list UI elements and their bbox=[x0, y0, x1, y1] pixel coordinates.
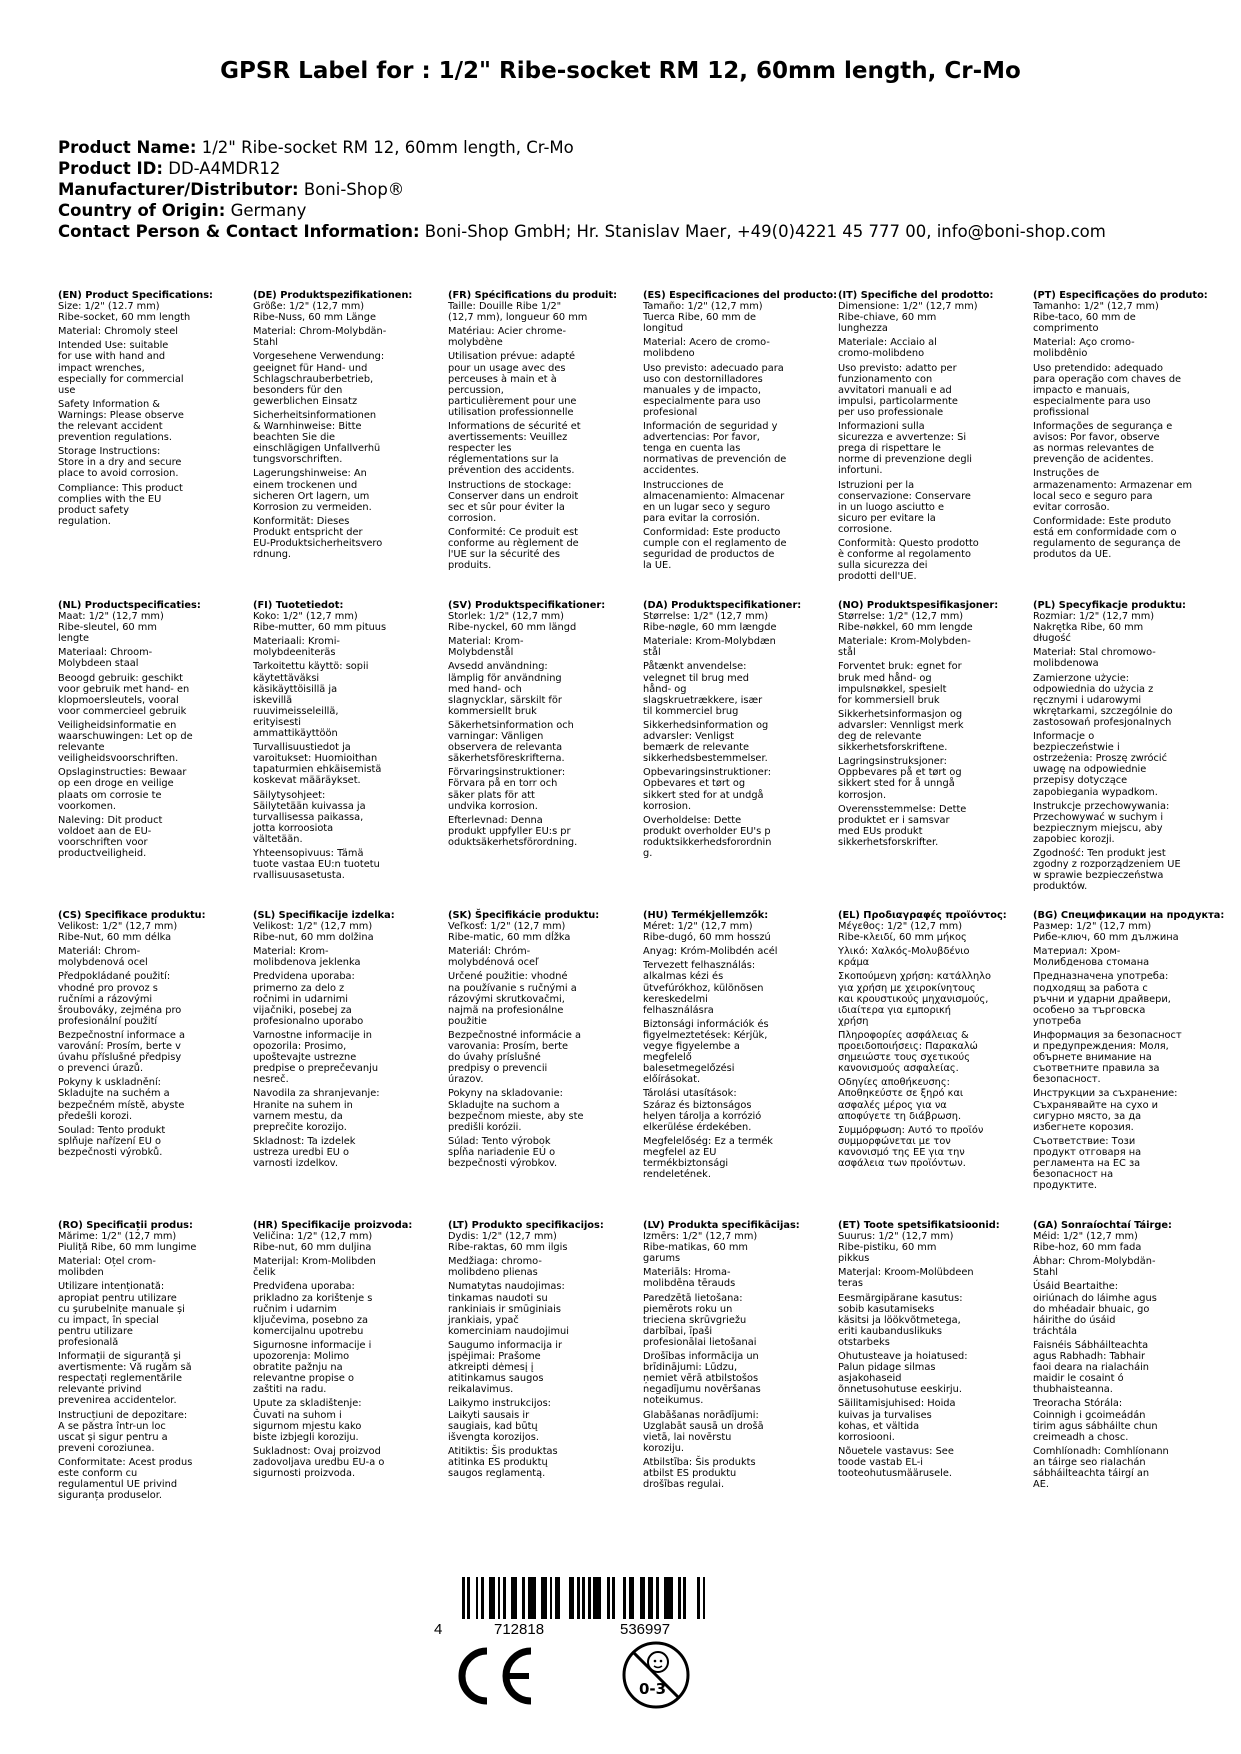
language-block bbox=[253, 600, 448, 910]
spec-paragraph: Paredzētā lietošana: piemērots roku un trieciena skrūvgriežu darbībai, īpaši profesionālai lietošanai bbox=[643, 1292, 757, 1348]
spec-paragraph: Konformität: Dieses Produkt entspricht der EU-Produktsicherheitsvero rdnung. bbox=[253, 515, 383, 561]
spec-paragraph: Материал: Хром- Молибденова стомана bbox=[1033, 946, 1150, 969]
info-value: Germany bbox=[230, 201, 307, 220]
language-row bbox=[58, 910, 1228, 1220]
info-row bbox=[58, 221, 1106, 242]
language-block bbox=[643, 600, 838, 910]
language-row bbox=[58, 600, 1228, 910]
spec-paragraph: Materiaal: Chroom- Molybdeen staal bbox=[58, 647, 153, 670]
language-block-title: (PT) Especificações do produto: bbox=[1033, 290, 1208, 301]
spec-paragraph: Izmērs: 1/2" (12,7 mm) Ribe-matikas, 60 mm garums bbox=[643, 1231, 758, 1265]
barcode-module bbox=[703, 1577, 706, 1619]
spec-paragraph: Glabāšanas norādījumi: Uzglabāt sausā un drošā vietā, lai novērstu koroziju. bbox=[643, 1409, 764, 1454]
spec-paragraph: Lagerungshinweise: An einem trockenen und sicheren Ort lagern, um Korrosion zu vermeiden. bbox=[253, 468, 372, 513]
spec-paragraph: Upute za skladištenje: Čuvati na suhom i sigurnom mjestu kako biste izbjegli koroziju. bbox=[253, 1398, 362, 1443]
language-block-title: (DE) Produktspezifikationen: bbox=[253, 290, 413, 301]
spec-paragraph: Treoracha Stórála: Coinnigh i gcoimeádán tirim agus sábháilte chun creimeadh a chosc. bbox=[1033, 1398, 1158, 1443]
spec-paragraph: Informations de sécurité et avertissements: Veuillez respecter les réglementations sur la prévention des accidents. bbox=[448, 421, 581, 477]
spec-paragraph: Informazioni sulla sicurezza e avvertenze: Si prega di rispettare le norme di prevenzione degli infortuni. bbox=[838, 421, 973, 477]
spec-paragraph: Съответствие: Този продукт отговаря на регламента на ЕС за безопасност на продуктите. bbox=[1033, 1135, 1142, 1192]
spec-paragraph: Förvaringsinstruktioner: Förvara på en torr och säker plats för att undvika korrosion. bbox=[448, 767, 566, 812]
language-block-title: (LT) Produkto specifikacijos: bbox=[448, 1220, 604, 1231]
spec-paragraph: Intended Use: suitable for use with hand and impact wrenches, especially for commercial use bbox=[58, 340, 184, 396]
spec-paragraph: Mărime: 1/2" (12,7 mm) Piuliță Ribe, 60 mm lungime bbox=[58, 1231, 197, 1254]
spec-paragraph: Πληροφορίες ασφάλειας & προειδοποιήσεις: Παρακαλώ σημειώστε τους σχετικούς κανονισμούς ασφαλείας. bbox=[838, 1029, 978, 1075]
spec-paragraph: Opbevaringsinstruktioner: Opbevares et tørt og sikkert sted for at undgå korrosion. bbox=[643, 767, 771, 812]
spec-paragraph: Sigurnosne informacije i upozorenja: Molimo obratite pažnju na relevantne propise o zaštiti na radu. bbox=[253, 1339, 372, 1396]
info-value: 1/2" Ribe-socket RM 12, 60mm length, Cr-Mo bbox=[201, 138, 574, 157]
language-block bbox=[448, 1220, 643, 1520]
language-block bbox=[643, 1220, 838, 1520]
language-block-title: (CS) Specifikace produktu: bbox=[58, 910, 206, 921]
spec-paragraph: Størrelse: 1/2" (12,7 mm) Ribe-nøgle, 60 mm længde bbox=[643, 611, 777, 634]
language-block-title: (GA) Sonraíochtaí Táirge: bbox=[1033, 1220, 1172, 1231]
language-block bbox=[58, 910, 253, 1220]
language-block bbox=[1033, 1220, 1228, 1520]
spec-paragraph: Úsáid Beartaithe: oiriúnach do láimhe agus do mhéadair bhuaic, go háirithe do úsáid tráchtála bbox=[1033, 1281, 1157, 1337]
language-block-title: (IT) Specifiche del prodotto: bbox=[838, 290, 994, 301]
language-block-title: (DA) Produktspecifikationer: bbox=[643, 600, 802, 611]
spec-paragraph: Μέγεθος: 1/2" (12,7 mm) Ribe-κλειδί, 60 mm μήκος bbox=[838, 921, 967, 944]
info-row bbox=[58, 200, 1106, 221]
language-block bbox=[1033, 290, 1228, 600]
language-block bbox=[838, 290, 1033, 600]
language-block bbox=[448, 600, 643, 910]
spec-paragraph: Drošības informācija un brīdinājumi: Lūdzu, ņemiet vērā atbilstošos negadījumu novēršanas noteikumus. bbox=[643, 1351, 761, 1407]
language-block-title: (NO) Produktspesifikasjoner: bbox=[838, 600, 999, 611]
spec-paragraph: Ábhar: Chrom-Molybdän- Stahl bbox=[1033, 1256, 1156, 1279]
spec-paragraph: Tamaño: 1/2" (12,7 mm) Tuerca Ribe, 60 mm de longitud bbox=[643, 301, 763, 335]
spec-paragraph: Utilizare intenționată: apropiat pentru utilizare cu șurubelnițe manuale și cu impact, în special pentru utilizare profesională bbox=[58, 1281, 185, 1348]
spec-paragraph: Συμμόρφωση: Αυτό το προϊόν συμμορφώνεται με τον κανονισμό της ΕΕ για την ασφάλεια των προϊόντων. bbox=[838, 1124, 984, 1169]
spec-paragraph: Predvidena uporaba: primerno za delo z ročnimi in udarnimi vijačniki, posebej za profesionalno uporabo bbox=[253, 971, 364, 1027]
spec-paragraph: Megfelelőség: Ez a termék megfelel az EU termékbiztonsági rendeletének. bbox=[643, 1135, 773, 1181]
spec-paragraph: Pokyny k uskladnění: Skladujte na suchém a bezpečném místě, abyste předešli korozi. bbox=[58, 1077, 185, 1122]
language-block bbox=[448, 910, 643, 1220]
spec-paragraph: Veličina: 1/2" (12,7 mm) Ribe-nut, 60 mm duljina bbox=[253, 1231, 373, 1254]
spec-paragraph: Ohutusteave ja hoiatused: Palun pidage silmas asjakohaseid õnnetusohutuse eeskirju. bbox=[838, 1351, 968, 1396]
spec-paragraph: Yhteensopivuus: Tämä tuote vastaa EU:n tuotetu rvallisuusasetusta. bbox=[253, 847, 380, 882]
spec-paragraph: Tarkoitettu käyttö: sopii käytettäväksi käsikäyttöisillä ja iskevillä ruuvimeisseleillä, erityisesti ammattikäyttöön bbox=[253, 661, 369, 740]
spec-paragraph: Naleving: Dit product voldoet aan de EU- voorschriften voor productveiligheid. bbox=[58, 814, 163, 859]
spec-paragraph: Materiál: Chróm- molybdénová oceľ bbox=[448, 946, 539, 969]
spec-paragraph: Taille: Douille Ribe 1/2" (12,7 mm), longueur 60 mm bbox=[448, 301, 588, 324]
spec-paragraph: Materjal: Kroom-Molübdeen teras bbox=[838, 1267, 974, 1290]
spec-paragraph: Súlad: Tento výrobok spĺňa nariadenie EÚ o bezpečnosti výrobkov. bbox=[448, 1135, 558, 1169]
spec-paragraph: Størrelse: 1/2" (12,7 mm) Ribe-nøkkel, 60 mm lengde bbox=[838, 611, 973, 634]
language-block-title: (SL) Specifikacije izdelka: bbox=[253, 910, 395, 921]
spec-paragraph: Medžiaga: chromo- molibdeno plienas bbox=[448, 1256, 542, 1279]
spec-paragraph: Istruzioni per la conservazione: Conservare in un luogo asciutto e sicuro per evitare la corrosione. bbox=[838, 479, 971, 535]
spec-paragraph: Conformità: Questo prodotto è conforme al regolamento sulla sicurezza dei prodotti dell'UE. bbox=[838, 537, 979, 583]
page-title: GPSR Label for : 1/2" Ribe-socket RM 12, 60mm length, Cr-Mo bbox=[220, 58, 1021, 84]
barcode-first-digit: 4 bbox=[434, 1621, 443, 1638]
language-block-title: (RO) Specificații produs: bbox=[58, 1220, 193, 1231]
spec-paragraph: Bezpečnostní informace a varování: Prosím, berte v úvahu příslušné předpisy o prevenci úrazů. bbox=[58, 1029, 186, 1075]
spec-paragraph: Material: Chrom-Molybdän- Stahl bbox=[253, 326, 387, 349]
spec-paragraph: Skladnost: Ta izdelek ustreza uredbi EU o varnosti izdelkov. bbox=[253, 1135, 356, 1169]
spec-paragraph: Storlek: 1/2" (12,7 mm) Ribe-nyckel, 60 mm längd bbox=[448, 611, 577, 634]
spec-paragraph: Informacje o bezpieczeństwie i ostrzeżenia: Proszę zwrócić uwagę na odpowiednie przepisy dotyczące zapobiegania wypadkom. bbox=[1033, 731, 1168, 798]
language-block-title: (EN) Product Specifications: bbox=[58, 290, 213, 301]
spec-paragraph: Méret: 1/2" (12,7 mm) Ribe-dugó, 60 mm hosszú bbox=[643, 921, 771, 944]
language-block-title: (FI) Tuotetiedot: bbox=[253, 600, 344, 611]
spec-paragraph: Conformitate: Acest produs este conform cu regulamentul UE privind siguranța produselor. bbox=[58, 1456, 193, 1502]
spec-paragraph: Maat: 1/2" (12,7 mm) Ribe-sleutel, 60 mm lengte bbox=[58, 611, 164, 645]
language-block-title: (PL) Specyfikacje produktu: bbox=[1033, 600, 1186, 611]
language-block bbox=[253, 290, 448, 600]
info-row bbox=[58, 137, 1106, 158]
spec-paragraph: Avsedd användning: lämplig för användning med hand- och slagnycklar, särskilt för kommersiellt bruk bbox=[448, 661, 562, 717]
language-block-title: (SV) Produktspecifikationer: bbox=[448, 600, 606, 611]
spec-paragraph: Größe: 1/2" (12,7 mm) Ribe-Nuss, 60 mm Länge bbox=[253, 301, 376, 324]
spec-paragraph: Предназначена употреба: подходящ за работа с ръчни и ударни драйвери, особено за търговска употреба bbox=[1033, 971, 1171, 1027]
spec-paragraph: Zgodność: Ten produkt jest zgodny z rozporządzeniem UE w sprawie bezpieczeństwa produktów. bbox=[1033, 847, 1181, 893]
language-block-title: (LV) Produkta specifikācijas: bbox=[643, 1220, 800, 1231]
language-block-title: (SK) Špecifikácie produktu: bbox=[448, 910, 600, 921]
spec-paragraph: Materiál: Chrom- molybdenová ocel bbox=[58, 946, 148, 969]
spec-paragraph: Navodila za shranjevanje: Hranite na suhem in varnem mestu, da preprečite korozijo. bbox=[253, 1088, 380, 1133]
spec-paragraph: Materijal: Krom-Molibden čelik bbox=[253, 1256, 376, 1279]
spec-paragraph: Compliance: This product complies with the EU product safety regulation. bbox=[58, 482, 183, 527]
spec-paragraph: Soulad: Tento produkt splňuje nařízení EU o bezpečnosti výrobků. bbox=[58, 1124, 166, 1158]
spec-paragraph: Méid: 1/2" (12,7 mm) Ribe-hoz, 60 mm fada bbox=[1033, 1231, 1142, 1254]
info-value: DD-A4MDR12 bbox=[168, 159, 281, 178]
spec-paragraph: Efterlevnad: Denna produkt uppfyller EU:s pr oduktsäkerhetsförordning. bbox=[448, 814, 578, 848]
spec-paragraph: Predviđena uporaba: prikladno za korištenje s ručnim i udarnim ključevima, posebno za komercijalnu upotrebu bbox=[253, 1281, 373, 1337]
info-label: Contact Person & Contact Information: bbox=[58, 222, 420, 241]
language-block bbox=[838, 1220, 1033, 1520]
spec-paragraph: Eesmärgipärane kasutus: sobib kasutamiseks käsitsi ja löökvõtmetega, eriti kaubanduslikuks otstarbeks bbox=[838, 1292, 963, 1348]
spec-paragraph: Sikkerhedsinformation og advarsler: Venligst bemærk de relevante sikkerhedsbestemmelser. bbox=[643, 719, 769, 765]
language-block-title: (EL) Προδιαγραφές προϊόντος: bbox=[838, 910, 1007, 921]
spec-paragraph: Conformité: Ce produit est conforme au règlement de l'UE sur la sécurité des produits. bbox=[448, 526, 579, 572]
language-block bbox=[253, 1220, 448, 1520]
spec-paragraph: Saugumo informacija ir įspėjimai: Prašome atkreipti dėmesį į atitinkamus saugos reikalavimus. bbox=[448, 1339, 562, 1396]
spec-paragraph: Instrucciones de almacenamiento: Almacenar en un lugar seco y seguro para evitar la corrosión. bbox=[643, 479, 785, 524]
language-block bbox=[1033, 600, 1228, 910]
age-range-label: 0-3 bbox=[639, 1680, 667, 1698]
spec-paragraph: Säilitamisjuhised: Hoida kuivas ja turvalises kohas, et vältida korrosiooni. bbox=[838, 1398, 956, 1443]
language-block bbox=[1033, 910, 1228, 1220]
spec-paragraph: Instruções de armazenamento: Armazenar em local seco e seguro para evitar corrosão. bbox=[1033, 468, 1193, 513]
spec-paragraph: Veľkosť: 1/2" (12,7 mm) Ribe-matic, 60 mm dĺžka bbox=[448, 921, 571, 944]
spec-paragraph: Material: Oțel crom- molibden bbox=[58, 1256, 156, 1279]
spec-paragraph: Påtænkt anvendelse: velegnet til brug med hånd- og slagskruetrækkere, især til kommerciel brug bbox=[643, 661, 763, 717]
barcode-left-digits: 712818 bbox=[494, 1621, 545, 1638]
spec-paragraph: Säilytysohjeet: Säilytetään kuivassa ja turvallisessa paikassa, jotta korroosiota vältetään. bbox=[253, 789, 366, 845]
language-block-title: (BG) Спецификации на продукта: bbox=[1033, 910, 1225, 921]
language-block-title: (HU) Termékjellemzők: bbox=[643, 910, 769, 921]
spec-paragraph: Material: Krom- Molybdenstål bbox=[448, 636, 524, 659]
info-label: Country of Origin: bbox=[58, 201, 226, 220]
spec-paragraph: Zamierzone użycie: odpowiednia do użycia z ręcznymi i udarowymi wkrętarkami, szczególnie do zastosowań profesjonalnych bbox=[1033, 672, 1173, 728]
spec-paragraph: Storage Instructions: Store in a dry and secure place to avoid corrosion. bbox=[58, 446, 182, 480]
spec-paragraph: Turvallisuustiedot ja varoitukset: Huomioithan tapaturmien ehkäisemistä koskevat määräykset. bbox=[253, 742, 382, 787]
info-label: Product ID: bbox=[58, 159, 163, 178]
language-row bbox=[58, 1220, 1228, 1520]
language-block-title: (ET) Toote spetsifikatsioonid: bbox=[838, 1220, 1000, 1231]
spec-paragraph: Biztonsági információk és figyelmeztetések: Kérjük, vegye figyelembe a megfelelő balesetmegelőzési előírásokat. bbox=[643, 1018, 769, 1086]
spec-paragraph: Tamanho: 1/2" (12,7 mm) Ribe-taco, 60 mm de comprimento bbox=[1033, 301, 1159, 335]
spec-paragraph: Tárolási utasítások: Száraz és biztonságos helyen tárolja a korrózió elkerülése érdekében. bbox=[643, 1088, 762, 1133]
spec-paragraph: Overholdelse: Dette produkt overholder EU's p roduktsikkerhedsforordnin g. bbox=[643, 814, 772, 859]
info-label: Product Name: bbox=[58, 138, 197, 157]
spec-paragraph: Materiale: Krom-Molybden- stål bbox=[838, 636, 971, 659]
spec-paragraph: Instrukcje przechowywania: Przechowywać w suchym i bezpiecznym miejscu, aby zapobiec korozji. bbox=[1033, 800, 1170, 845]
language-block bbox=[643, 290, 838, 600]
spec-paragraph: Size: 1/2" (12.7 mm) Ribe-socket, 60 mm length bbox=[58, 301, 191, 324]
spec-paragraph: Sikkerhetsinformasjon og advarsler: Vennligst merk deg de relevante sikkerhetsforskriftene. bbox=[838, 708, 964, 754]
spec-paragraph: Información de seguridad y advertencias: Por favor, tenga en cuenta las normativas de prevención de accidentes. bbox=[643, 421, 787, 477]
spec-paragraph: Informações de segurança e avisos: Por favor, observe as normas relevantes de prevenção de acidentes. bbox=[1033, 421, 1173, 466]
spec-paragraph: Safety Information & Warnings: Please observe the relevant accident prevention regulations. bbox=[58, 398, 184, 444]
spec-paragraph: Sukladnost: Ovaj proizvod zadovoljava uredbu EU-a o sigurnosti proizvoda. bbox=[253, 1445, 385, 1479]
info-row bbox=[58, 179, 1106, 200]
spec-paragraph: Dydis: 1/2" (12,7 mm) Ribe-raktas, 60 mm ilgis bbox=[448, 1231, 568, 1254]
language-block bbox=[253, 910, 448, 1220]
spec-paragraph: Suurus: 1/2" (12,7 mm) Ribe-pistiku, 60 mm pikkus bbox=[838, 1231, 954, 1265]
spec-paragraph: Laikymo instrukcijos: Laikyti sausais ir saugiais, kad būtų išvengta korozijos. bbox=[448, 1398, 551, 1443]
spec-paragraph: Varnostne informacije in opozorila: Prosimo, upoštevajte ustrezne predpise o preprečevanju nesreč. bbox=[253, 1029, 379, 1086]
spec-paragraph: Инструкции за съхранение: Съхранявайте на сухо и сигурно място, за да избегнете корозия. bbox=[1033, 1088, 1178, 1133]
spec-paragraph: Anyag: Króm-Molibdén acél bbox=[643, 946, 778, 958]
barcode-right-digits: 536997 bbox=[620, 1621, 671, 1638]
spec-paragraph: Numatytas naudojimas: tinkamas naudoti su rankiniais ir smūginiais jrankiais, ypač komerciniam naudojimui bbox=[448, 1281, 569, 1337]
spec-paragraph: Conformidad: Este producto cumple con el reglamento de seguridad de productos de la UE. bbox=[643, 526, 787, 572]
info-value: Boni-Shop® bbox=[303, 180, 405, 199]
language-row bbox=[58, 290, 1228, 600]
language-block bbox=[58, 600, 253, 910]
spec-paragraph: Uso previsto: adecuado para uso con destornilladores manuales y de impacto, especialmente para uso profesional bbox=[643, 362, 784, 418]
spec-paragraph: Sicherheitsinformationen & Warnhinweise: Bitte beachten Sie die einschlägigen Unfallverhü tungsvorschriften. bbox=[253, 409, 381, 466]
barcode-bars bbox=[462, 1577, 706, 1619]
spec-paragraph: Instructions de stockage: Conserver dans un endroit sec et sûr pour éviter la corrosion. bbox=[448, 479, 579, 524]
info-row bbox=[58, 158, 1106, 179]
spec-paragraph: Forventet bruk: egnet for bruk med hånd- og impulsnøkkel, spesielt for kommersiell bruk bbox=[838, 661, 962, 706]
spec-paragraph: Conformidade: Este produto está em conformidade com o regulamento de segurança de produtos da UE. bbox=[1033, 515, 1181, 561]
language-block bbox=[838, 910, 1033, 1220]
spec-paragraph: Opslaginstructies: Bewaar op een droge en veilige plaats om corrosie te voorkomen. bbox=[58, 767, 187, 812]
spec-paragraph: Pokyny na skladovanie: Skladujte na suchom a bezpečnom mieste, aby ste predišli korózii. bbox=[448, 1088, 584, 1133]
ce-mark-icon bbox=[449, 1645, 539, 1707]
spec-paragraph: Velikost: 1/2" (12,7 mm) Ribe-nut, 60 mm dolžina bbox=[253, 921, 374, 944]
spec-paragraph: Overensstemmelse: Dette produktet er i samsvar med EUs produkt sikkerhetsforskrifter. bbox=[838, 803, 967, 848]
spec-paragraph: Beoogd gebruik: geschikt voor gebruik met hand- en klopmoersleutels, vooral voor commercieel gebruik bbox=[58, 672, 190, 717]
spec-paragraph: Určené použitie: vhodné na používanie s ručnými a rázovými skrutkovačmi, najmä na profesionálne použitie bbox=[448, 971, 577, 1027]
spec-paragraph: Material: Acero de cromo- molibdeno bbox=[643, 337, 770, 360]
language-block-title: (ES) Especificaciones del producto: bbox=[643, 290, 838, 301]
spec-paragraph: Veiligheidsinformatie en waarschuwingen: Let op de relevante veiligheidsvoorschriften. bbox=[58, 719, 193, 765]
spec-paragraph: Materiāls: Hroma- molibdēna tērauds bbox=[643, 1267, 736, 1290]
spec-paragraph: Materiał: Stal chromowo- molibdenowa bbox=[1033, 647, 1156, 670]
spec-paragraph: Atbilstība: Šis produkts atbilst ES produktu drošības regulai. bbox=[643, 1456, 756, 1491]
spec-paragraph: Atitiktis: Šis produktas atitinka ES produktų saugos reglamentą. bbox=[448, 1445, 558, 1479]
spec-paragraph: Uso previsto: adatto per funzionamento con avvitatori manuali e ad impulsi, particolarmente per uso professionale bbox=[838, 362, 958, 418]
language-block bbox=[58, 290, 253, 600]
product-info bbox=[58, 137, 1106, 242]
spec-paragraph: Bezpečnostné informácie a varovania: Prosím, berte do úvahy príslušné predpisy o prevencii úrazov. bbox=[448, 1029, 582, 1086]
spec-paragraph: Předpokládané použití: vhodné pro provoz s ručními a rázovými šroubováky, zejména pro profesionální použití bbox=[58, 971, 182, 1027]
spec-paragraph: Uso pretendido: adequado para operação com chaves de impacto e manuais, especialmente para uso profissional bbox=[1033, 362, 1182, 418]
language-block-title: (NL) Productspecificaties: bbox=[58, 600, 201, 611]
spec-paragraph: Οδηγίες αποθήκευσης: Αποθηκεύστε σε ξηρό και ασφαλές μέρος για να αποφύγετε τη διάβρωση. bbox=[838, 1077, 964, 1122]
spec-paragraph: Rozmiar: 1/2" (12,7 mm) Nakrętka Ribe, 60 mm długość bbox=[1033, 611, 1155, 645]
spec-paragraph: Säkerhetsinformation och varningar: Vänligen observera de relevanta säkerhetsföreskrifterna. bbox=[448, 719, 574, 765]
spec-paragraph: Materiale: Acciaio al cromo-molibdeno bbox=[838, 337, 937, 360]
language-block bbox=[58, 1220, 253, 1520]
spec-paragraph: Lagringsinstruksjoner: Oppbevares på et tørt og sikkert sted for å unngå korrosjon. bbox=[838, 756, 962, 801]
language-block bbox=[643, 910, 838, 1220]
spec-paragraph: Информация за безопасност и предупреждения: Моля, обърнете внимание на съответните правила за безопасност. bbox=[1033, 1029, 1182, 1086]
language-block bbox=[448, 290, 643, 600]
language-block-title: (FR) Spécifications du produit: bbox=[448, 290, 618, 301]
spec-paragraph: Nõuetele vastavus: See toode vastab EL-i tooteohutusmäärusele. bbox=[838, 1445, 954, 1479]
spec-paragraph: Utilisation prévue: adapté pour un usage avec des perceuses à main et à percussion, particulièrement pour une utilisation professionnelle bbox=[448, 351, 577, 418]
spec-paragraph: Vorgesehene Verwendung: geeignet für Hand- und Schlagschrauberbetrieb, besonders für den gewerblichen Einsatz bbox=[253, 351, 385, 407]
not-for-children-0-3-icon bbox=[621, 1640, 691, 1710]
spec-paragraph: Material: Aço cromo- molibdênio bbox=[1033, 337, 1135, 360]
info-value: Boni-Shop GmbH; Hr. Stanislav Maer, +49(0)4221 45 777 00, info@boni-shop.com bbox=[424, 222, 1106, 241]
spec-paragraph: Koko: 1/2" (12,7 mm) Ribe-mutter, 60 mm pituus bbox=[253, 611, 387, 634]
spec-paragraph: Faisnéis Sábháilteachta agus Rabhadh: Tabhair faoi deara na rialacháin maidir le cosaint ó thubhaisteanna. bbox=[1033, 1339, 1150, 1396]
spec-paragraph: Velikost: 1/2" (12,7 mm) Ribe-Nut, 60 mm délka bbox=[58, 921, 178, 944]
spec-paragraph: Σκοπούμενη χρήση: κατάλληλο για χρήση με χειροκίνητους και κρουστικούς μηχανισμούς, ιδιαίτερα για εμπορική χρήση bbox=[838, 971, 991, 1027]
language-specifications-grid bbox=[58, 290, 1228, 1520]
spec-paragraph: Informații de siguranță și avertismente: Vă rugăm să respectați reglementările relevante privind prevenirea accidentelor. bbox=[58, 1351, 192, 1407]
spec-paragraph: Matériau: Acier chrome- molybdène bbox=[448, 326, 567, 349]
language-block-title: (HR) Specifikacije proizvoda: bbox=[253, 1220, 413, 1231]
spec-paragraph: Material: Krom- molibdenova jeklenka bbox=[253, 946, 361, 969]
spec-paragraph: Materiale: Krom-Molybdæn stål bbox=[643, 636, 776, 659]
spec-paragraph: Instrucțiuni de depozitare: A se păstra într-un loc uscat și sigur pentru a preveni coroziunea. bbox=[58, 1409, 188, 1454]
language-block bbox=[838, 600, 1033, 910]
spec-paragraph: Comhlíonadh: Comhlíonann an táirge seo rialachán sábháilteachta táirgí an AE. bbox=[1033, 1445, 1169, 1491]
spec-paragraph: Dimensione: 1/2" (12,7 mm) Ribe-chiave, 60 mm lunghezza bbox=[838, 301, 978, 335]
spec-paragraph: Material: Chromoly steel bbox=[58, 326, 178, 338]
spec-paragraph: Tervezett felhasználás: alkalmas kézi és ütvefúrókhoz, különösen kereskedelmi felhasználásra bbox=[643, 960, 764, 1016]
info-label: Manufacturer/Distributor: bbox=[58, 180, 299, 199]
spec-paragraph: Materiaali: Kromi- molybdeeniteräs bbox=[253, 636, 340, 659]
spec-paragraph: Размер: 1/2" (12,7 mm) Рибе-ключ, 60 mm дължина bbox=[1033, 921, 1179, 944]
spec-paragraph: Υλικό: Χαλκός-Μολυβδένιο κράμα bbox=[838, 946, 970, 969]
